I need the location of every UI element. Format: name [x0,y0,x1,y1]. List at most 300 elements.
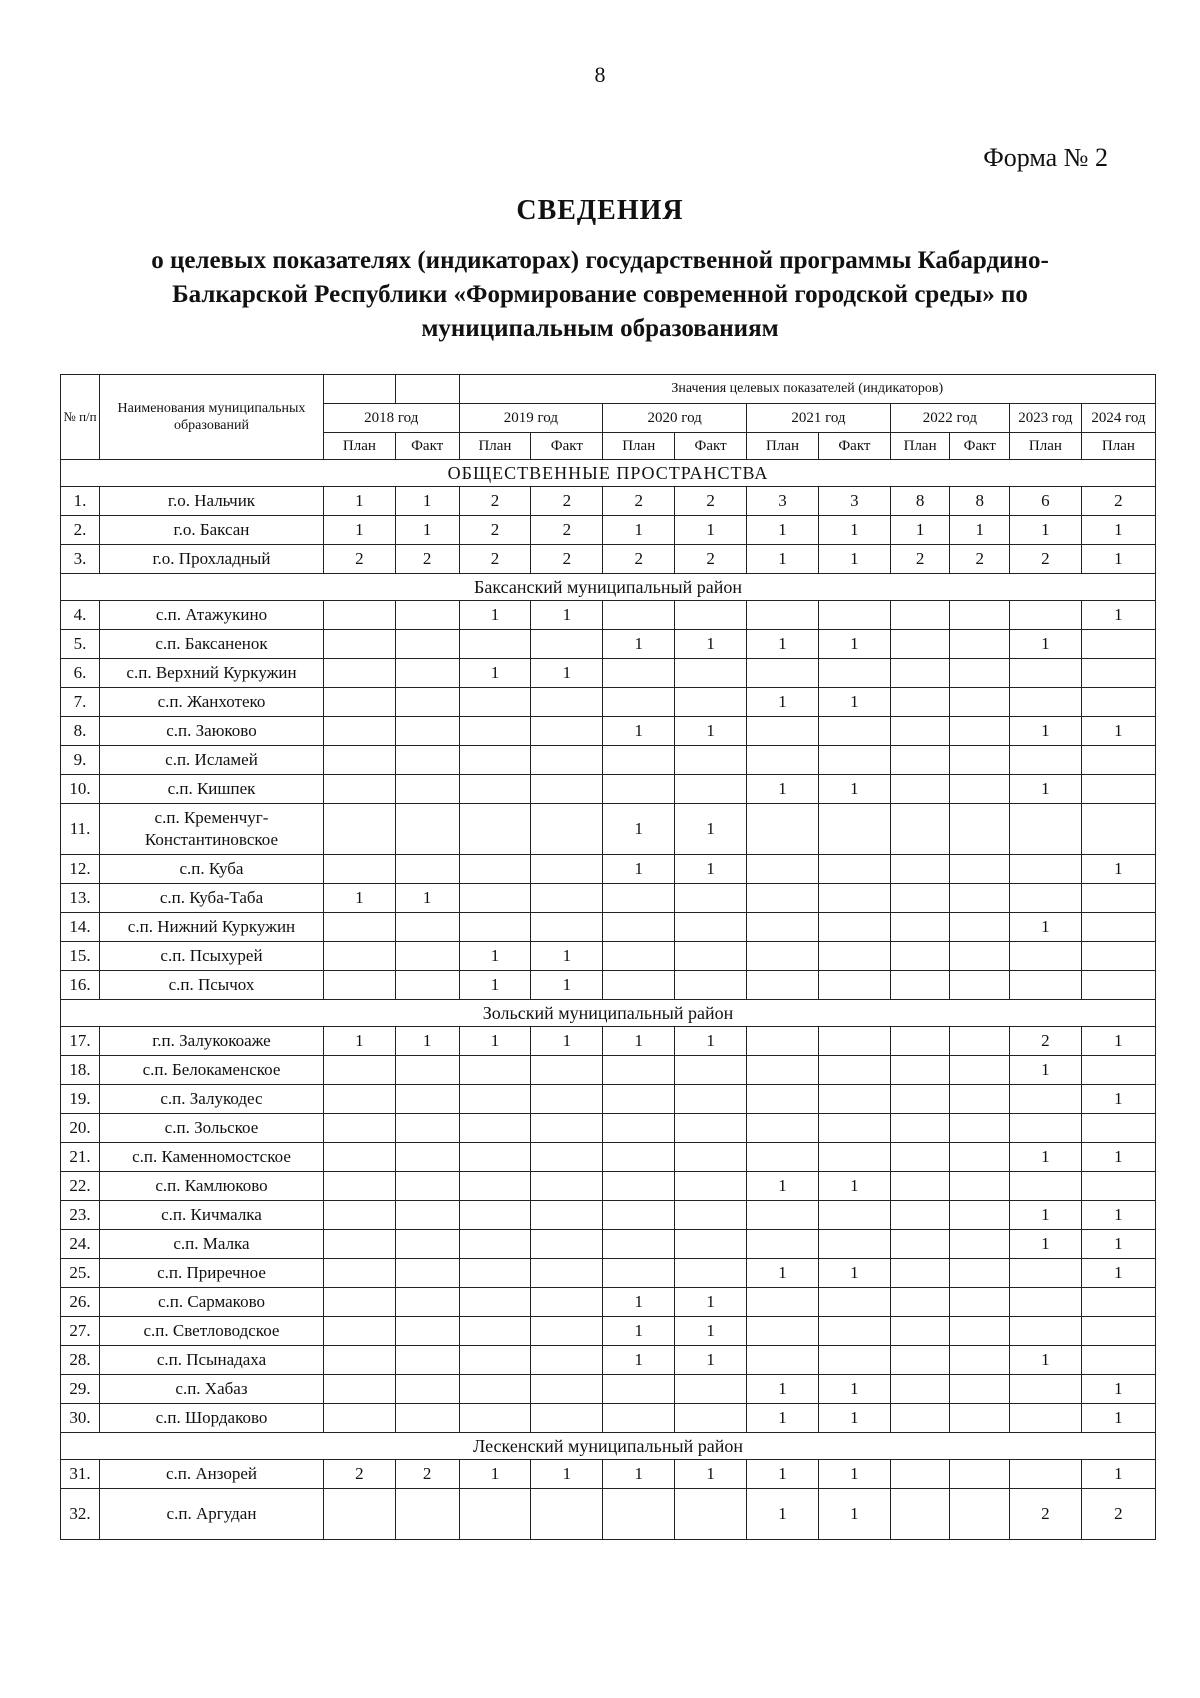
municipality-name: с.п. Кичмалка [100,1201,324,1230]
value-cell: 1 [818,775,890,804]
value-cell [603,1201,675,1230]
row-number: 12. [61,855,100,884]
value-cell [323,1288,395,1317]
value-cell [1009,1375,1081,1404]
value-cell [950,1489,1010,1540]
value-cell [890,746,950,775]
table-row [61,1404,1156,1433]
value-cell [459,1114,531,1143]
value-cell: 1 [531,1460,603,1489]
value-cell: 1 [747,1460,819,1489]
municipality-name: с.п. Псычох [100,971,324,1000]
value-cell [747,913,819,942]
table-row [61,1230,1156,1259]
value-cell: 1 [531,601,603,630]
value-cell [323,630,395,659]
value-cell [603,1143,675,1172]
value-cell [603,1375,675,1404]
value-cell [1009,971,1081,1000]
row-number: 21. [61,1143,100,1172]
header-values-group: Значения целевых показателей (индикаторов) [459,375,1156,404]
value-cell [675,1201,747,1230]
table-row [61,971,1156,1000]
value-cell [1009,804,1081,855]
value-cell: 1 [747,1259,819,1288]
value-cell [1081,688,1155,717]
header-plan: План [603,433,675,460]
value-cell [395,630,459,659]
value-cell [395,1346,459,1375]
value-cell: 1 [675,1460,747,1489]
value-cell [395,1114,459,1143]
value-cell [747,1114,819,1143]
value-cell: 2 [395,1460,459,1489]
value-cell: 2 [1081,1489,1155,1540]
value-cell [323,717,395,746]
header-year: 2022 год [890,404,1009,433]
value-cell [890,971,950,1000]
section-row [61,1000,1156,1027]
value-cell: 2 [1009,545,1081,574]
value-cell: 1 [818,1460,890,1489]
value-cell: 1 [603,1346,675,1375]
section-row [61,460,1156,487]
section-title: Лескенский муниципальный район [61,1433,1156,1460]
value-cell [890,1056,950,1085]
header-year: 2020 год [603,404,747,433]
value-cell [950,659,1010,688]
value-cell: 1 [603,1288,675,1317]
value-cell [747,1201,819,1230]
value-cell [603,1259,675,1288]
row-number: 29. [61,1375,100,1404]
value-cell [890,1346,950,1375]
municipality-name: с.п. Атажукино [100,601,324,630]
value-cell [890,688,950,717]
value-cell [603,884,675,913]
row-number: 2. [61,516,100,545]
value-cell [323,1172,395,1201]
value-cell [459,717,531,746]
value-cell [675,1230,747,1259]
value-cell [531,746,603,775]
header-year: 2021 год [747,404,891,433]
value-cell [603,913,675,942]
value-cell [1081,659,1155,688]
value-cell [950,1201,1010,1230]
row-number: 22. [61,1172,100,1201]
table-row [61,1172,1156,1201]
header-plan: План [1081,433,1155,460]
value-cell: 1 [1009,1056,1081,1085]
table-row [61,746,1156,775]
value-cell: 1 [395,516,459,545]
value-cell [531,1056,603,1085]
row-number: 9. [61,746,100,775]
value-cell: 1 [1081,1027,1155,1056]
value-cell [459,1317,531,1346]
value-cell: 2 [890,545,950,574]
value-cell [323,855,395,884]
value-cell [1009,1404,1081,1433]
value-cell [818,971,890,1000]
value-cell [675,688,747,717]
value-cell [675,1259,747,1288]
value-cell [675,1114,747,1143]
value-cell [323,601,395,630]
value-cell [395,601,459,630]
value-cell [1081,942,1155,971]
value-cell [950,942,1010,971]
value-cell: 1 [675,717,747,746]
value-cell: 1 [675,804,747,855]
value-cell: 1 [323,1027,395,1056]
value-cell [890,1460,950,1489]
value-cell [890,1201,950,1230]
value-cell [323,1317,395,1346]
municipality-name: с.п. Хабаз [100,1375,324,1404]
municipality-name: г.о. Баксан [100,516,324,545]
value-cell [531,1201,603,1230]
value-cell [1081,746,1155,775]
value-cell: 1 [747,516,819,545]
value-cell [323,1143,395,1172]
value-cell [531,1259,603,1288]
value-cell: 1 [1009,1143,1081,1172]
value-cell: 2 [675,545,747,574]
value-cell [395,1085,459,1114]
table-row [61,1460,1156,1489]
value-cell [747,971,819,1000]
document-subtitle: о целевых показателях (индикаторах) государственной программы Кабардино-Балкарской Республики «Формирование современной городской среды» по муниципальным образованиям [151,247,1049,342]
value-cell: 1 [459,659,531,688]
value-cell [323,1404,395,1433]
municipality-name: с.п. Белокаменское [100,1056,324,1085]
table-row [61,804,1156,855]
value-cell: 1 [1081,1201,1155,1230]
value-cell [459,746,531,775]
value-cell: 1 [1081,717,1155,746]
value-cell [459,1346,531,1375]
value-cell [323,1085,395,1114]
value-cell: 1 [675,855,747,884]
value-cell: 1 [747,775,819,804]
row-number: 23. [61,1201,100,1230]
header-year: 2019 год [459,404,603,433]
value-cell: 1 [1009,775,1081,804]
value-cell [675,1375,747,1404]
value-cell [950,630,1010,659]
value-cell [323,688,395,717]
municipality-name: г.о. Прохладный [100,545,324,574]
value-cell: 1 [1081,855,1155,884]
table-row [61,516,1156,545]
value-cell: 1 [818,1375,890,1404]
row-number: 20. [61,1114,100,1143]
value-cell: 1 [603,855,675,884]
value-cell [818,1085,890,1114]
header-plan: План [459,433,531,460]
header-fact: Факт [675,433,747,460]
value-cell [747,1288,819,1317]
value-cell: 1 [675,1288,747,1317]
value-cell: 2 [1081,487,1155,516]
value-cell [459,913,531,942]
value-cell [890,1489,950,1540]
value-cell [890,1172,950,1201]
header-num: № п/п [61,375,100,460]
value-cell [950,1027,1010,1056]
value-cell [890,1143,950,1172]
value-cell: 1 [747,630,819,659]
value-cell [890,1404,950,1433]
value-cell: 1 [1081,1143,1155,1172]
value-cell [890,1114,950,1143]
header-blank [323,375,395,404]
value-cell [890,659,950,688]
value-cell [675,1489,747,1540]
value-cell [818,659,890,688]
value-cell [1009,659,1081,688]
value-cell: 1 [818,545,890,574]
value-cell [459,1375,531,1404]
value-cell [950,1346,1010,1375]
value-cell: 1 [818,1489,890,1540]
value-cell [1081,971,1155,1000]
municipality-name: с.п. Верхний Куркужин [100,659,324,688]
table-row [61,688,1156,717]
value-cell: 1 [818,688,890,717]
row-number: 1. [61,487,100,516]
value-cell [818,913,890,942]
value-cell [1081,804,1155,855]
value-cell: 1 [603,630,675,659]
table-row [61,1375,1156,1404]
value-cell: 1 [1009,1201,1081,1230]
value-cell [818,1114,890,1143]
value-cell: 1 [603,1460,675,1489]
value-cell [675,659,747,688]
value-cell [950,1230,1010,1259]
value-cell [1009,884,1081,913]
value-cell [890,717,950,746]
value-cell [603,1056,675,1085]
document-title: СВЕДЕНИЯ [516,195,684,226]
value-cell [675,884,747,913]
value-cell [395,1404,459,1433]
value-cell [603,601,675,630]
value-cell [818,1201,890,1230]
value-cell [459,884,531,913]
value-cell: 1 [531,659,603,688]
value-cell [603,1489,675,1540]
value-cell: 1 [1009,913,1081,942]
indicators-table [60,374,1156,1540]
value-cell [459,855,531,884]
value-cell [531,1085,603,1114]
value-cell [531,1114,603,1143]
value-cell [1009,855,1081,884]
value-cell [890,855,950,884]
value-cell [675,601,747,630]
municipality-name: с.п. Куба [100,855,324,884]
value-cell [747,1027,819,1056]
value-cell [1081,630,1155,659]
value-cell [950,1143,1010,1172]
value-cell [603,775,675,804]
value-cell [675,775,747,804]
value-cell: 1 [1081,1259,1155,1288]
value-cell [323,913,395,942]
value-cell [818,804,890,855]
value-cell [1009,601,1081,630]
value-cell: 1 [459,1027,531,1056]
value-cell [459,1489,531,1540]
value-cell: 1 [950,516,1010,545]
municipality-name: с.п. Каменномостское [100,1143,324,1172]
value-cell [459,804,531,855]
value-cell [395,1172,459,1201]
table-row [61,1027,1156,1056]
row-number: 19. [61,1085,100,1114]
value-cell [890,1317,950,1346]
value-cell: 1 [603,804,675,855]
value-cell [323,804,395,855]
table-row [61,1317,1156,1346]
value-cell [323,1346,395,1375]
table-row [61,545,1156,574]
row-number: 25. [61,1259,100,1288]
section-row [61,574,1156,601]
municipality-name: с.п. Кишпек [100,775,324,804]
value-cell [1009,942,1081,971]
municipality-name: с.п. Сармаково [100,1288,324,1317]
municipality-name: с.п. Светловодское [100,1317,324,1346]
row-number: 26. [61,1288,100,1317]
value-cell: 3 [747,487,819,516]
value-cell [395,1259,459,1288]
value-cell [459,1404,531,1433]
row-number: 24. [61,1230,100,1259]
row-number: 7. [61,688,100,717]
value-cell [323,1201,395,1230]
value-cell: 2 [531,545,603,574]
value-cell [323,1259,395,1288]
header-year: 2023 год [1009,404,1081,433]
value-cell [1081,775,1155,804]
value-cell [950,1056,1010,1085]
table-row [61,1085,1156,1114]
table-row [61,487,1156,516]
value-cell: 1 [1009,717,1081,746]
row-number: 10. [61,775,100,804]
form-label: Форма № 2 [983,143,1108,172]
value-cell [890,601,950,630]
value-cell [323,971,395,1000]
table-row [61,659,1156,688]
value-cell: 2 [675,487,747,516]
row-number: 16. [61,971,100,1000]
municipality-name: с.п. Жанхотеко [100,688,324,717]
value-cell [395,659,459,688]
value-cell: 1 [603,1027,675,1056]
value-cell [747,855,819,884]
value-cell: 1 [459,971,531,1000]
value-cell: 1 [1081,1404,1155,1433]
value-cell [890,630,950,659]
value-cell [531,1230,603,1259]
value-cell: 1 [1081,1375,1155,1404]
value-cell [531,1375,603,1404]
table-row [61,1143,1156,1172]
value-cell [603,659,675,688]
value-cell: 1 [323,516,395,545]
value-cell: 1 [818,630,890,659]
value-cell: 1 [675,630,747,659]
row-number: 18. [61,1056,100,1085]
value-cell [459,1230,531,1259]
value-cell [603,942,675,971]
municipality-name: с.п. Кременчуг-Константиновское [100,804,324,855]
value-cell [395,1201,459,1230]
value-cell [531,1346,603,1375]
municipality-name: с.п. Зольское [100,1114,324,1143]
row-number: 32. [61,1489,100,1540]
value-cell [1009,1172,1081,1201]
value-cell [395,746,459,775]
value-cell: 1 [747,1489,819,1540]
value-cell [890,913,950,942]
value-cell: 2 [459,545,531,574]
municipality-name: с.п. Малка [100,1230,324,1259]
value-cell [395,1143,459,1172]
value-cell [531,1317,603,1346]
value-cell [395,855,459,884]
value-cell [950,913,1010,942]
value-cell [818,855,890,884]
value-cell: 1 [1009,630,1081,659]
table-row [61,1346,1156,1375]
value-cell [818,1288,890,1317]
value-cell: 1 [890,516,950,545]
header-fact: Факт [818,433,890,460]
value-cell [531,688,603,717]
value-cell [395,1375,459,1404]
value-cell [950,775,1010,804]
value-cell: 1 [747,1404,819,1433]
value-cell [1081,1056,1155,1085]
row-number: 27. [61,1317,100,1346]
value-cell [459,1172,531,1201]
value-cell [603,688,675,717]
row-number: 17. [61,1027,100,1056]
value-cell: 1 [603,1317,675,1346]
value-cell [890,1259,950,1288]
value-cell [531,775,603,804]
value-cell: 1 [459,601,531,630]
value-cell [675,1172,747,1201]
value-cell: 1 [1081,516,1155,545]
value-cell [531,804,603,855]
value-cell [675,1404,747,1433]
value-cell [747,1056,819,1085]
value-cell [747,746,819,775]
value-cell: 1 [675,516,747,545]
value-cell [950,746,1010,775]
value-cell [950,1172,1010,1201]
value-cell [459,1201,531,1230]
value-cell [459,1085,531,1114]
